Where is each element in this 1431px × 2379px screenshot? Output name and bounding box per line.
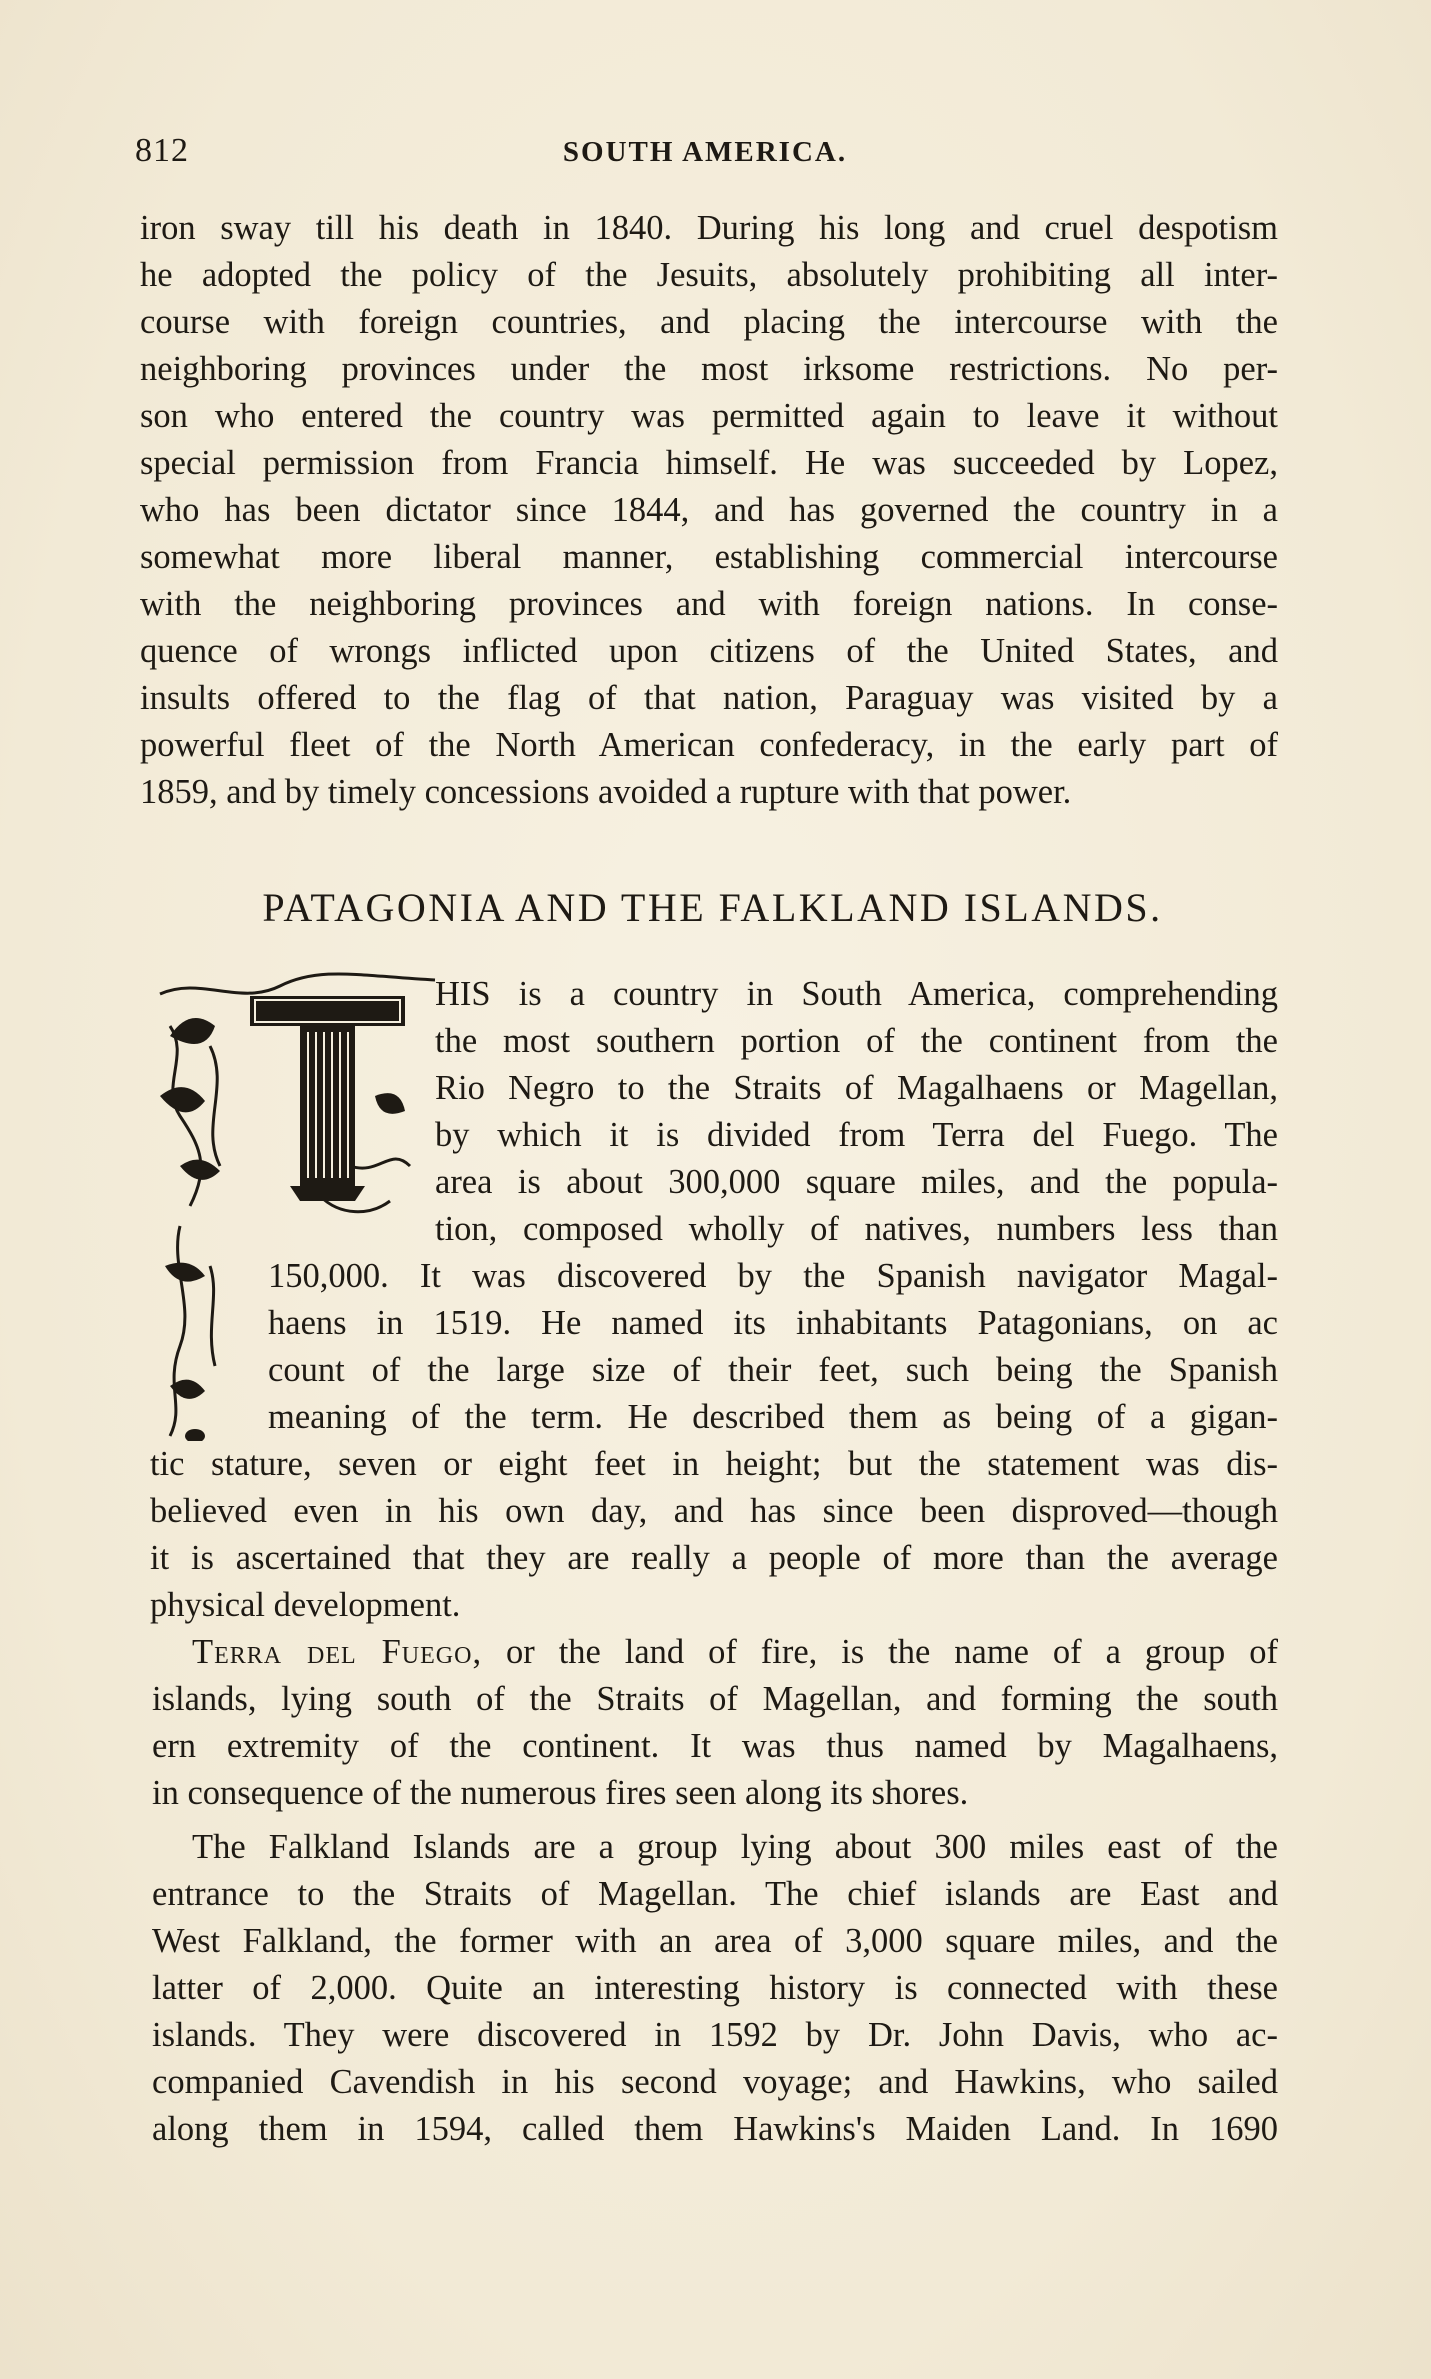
text-span: or the land of fire, is the name of a group of <box>482 1633 1278 1671</box>
text-line: neighboring provinces under the most irksome restrictions. No per- <box>140 350 1278 388</box>
text-line: quence of wrongs inflicted upon citizens of the United States, and <box>140 632 1278 670</box>
text-line: HIS is a country in South America, comprehending <box>435 975 1278 1013</box>
text-line: haens in 1519. He named its inhabitants Patagonians, on ac <box>268 1304 1278 1342</box>
text-line: along them in 1594, called them Hawkins's Maiden Land. In 1690 <box>152 2110 1278 2148</box>
text-line: area is about 300,000 square miles, and the popula- <box>435 1163 1278 1201</box>
text-line: 150,000. It was discovered by the Spanish navigator Magal- <box>268 1257 1278 1295</box>
text-line: course with foreign countries, and placing the intercourse with the <box>140 303 1278 341</box>
text-line: in consequence of the numerous fires seen along its shores. <box>152 1774 969 1812</box>
text-line: tic stature, seven or eight feet in height; but the statement was dis- <box>150 1445 1278 1483</box>
text-line: Rio Negro to the Straits of Magalhaens or Magellan, <box>435 1069 1278 1107</box>
text-line: with the neighboring provinces and with foreign nations. In conse- <box>140 585 1278 623</box>
text-line: meaning of the term. He described them as being of a gigan- <box>268 1398 1278 1436</box>
running-title: SOUTH AMERICA. <box>562 136 848 168</box>
text-line: who has been dictator since 1844, and has governed the country in a <box>140 491 1278 529</box>
text-line: by which it is divided from Terra del Fuego. The <box>435 1116 1278 1154</box>
text-line: son who entered the country was permitted again to leave it without <box>140 397 1278 435</box>
text-line: he adopted the policy of the Jesuits, absolutely prohibiting all inter- <box>140 256 1278 294</box>
text-line: latter of 2,000. Quite an interesting history is connected with these <box>152 1969 1278 2007</box>
text-line: it is ascertained that they are really a people of more than the average <box>150 1539 1278 1577</box>
text-line: the most southern portion of the continent from the <box>435 1022 1278 1060</box>
text-line: tion, composed wholly of natives, numbers less than <box>435 1210 1278 1248</box>
text-line <box>192 1632 1278 1672</box>
text-line: insults offered to the flag of that nation, Paraguay was visited by a <box>140 679 1278 717</box>
text-line: islands, lying south of the Straits of Magellan, and forming the south <box>152 1680 1278 1718</box>
text-line: ern extremity of the continent. It was thus named by Magalhaens, <box>152 1727 1278 1765</box>
text-line: somewhat more liberal manner, establishing commercial intercourse <box>140 538 1278 576</box>
section-heading: PATAGONIA AND THE FALKLAND ISLANDS. <box>262 885 1163 930</box>
running-head <box>135 132 1275 172</box>
text-line: powerful fleet of the North American confederacy, in the early part of <box>140 726 1278 764</box>
text-line: The Falkland Islands are a group lying about 300 miles east of the <box>192 1828 1278 1866</box>
page-number: 812 <box>135 132 189 169</box>
text-line: iron sway till his death in 1840. During his long and cruel despotism <box>140 209 1278 247</box>
text-line: entrance to the Straits of Magellan. The chief islands are East and <box>152 1875 1278 1913</box>
text-line: special permission from Francia himself. He was succeeded by Lopez, <box>140 444 1278 482</box>
text-line: companied Cavendish in his second voyage; and Hawkins, who sailed <box>152 2063 1278 2101</box>
text-line: islands. They were discovered in 1592 by Dr. John Davis, who ac- <box>152 2016 1278 2054</box>
text-line: 1859, and by timely concessions avoided a rupture with that power. <box>140 773 1072 811</box>
text-line: West Falkland, the former with an area of 3,000 square miles, and the <box>152 1922 1278 1960</box>
lead-in-small-caps: Terra del Fuego, <box>192 1633 483 1671</box>
text-line: count of the large size of their feet, such being the Spanish <box>268 1351 1278 1389</box>
text-line: believed even in his own day, and has since been disproved—though <box>150 1492 1278 1530</box>
text-line: physical development. <box>150 1586 461 1624</box>
